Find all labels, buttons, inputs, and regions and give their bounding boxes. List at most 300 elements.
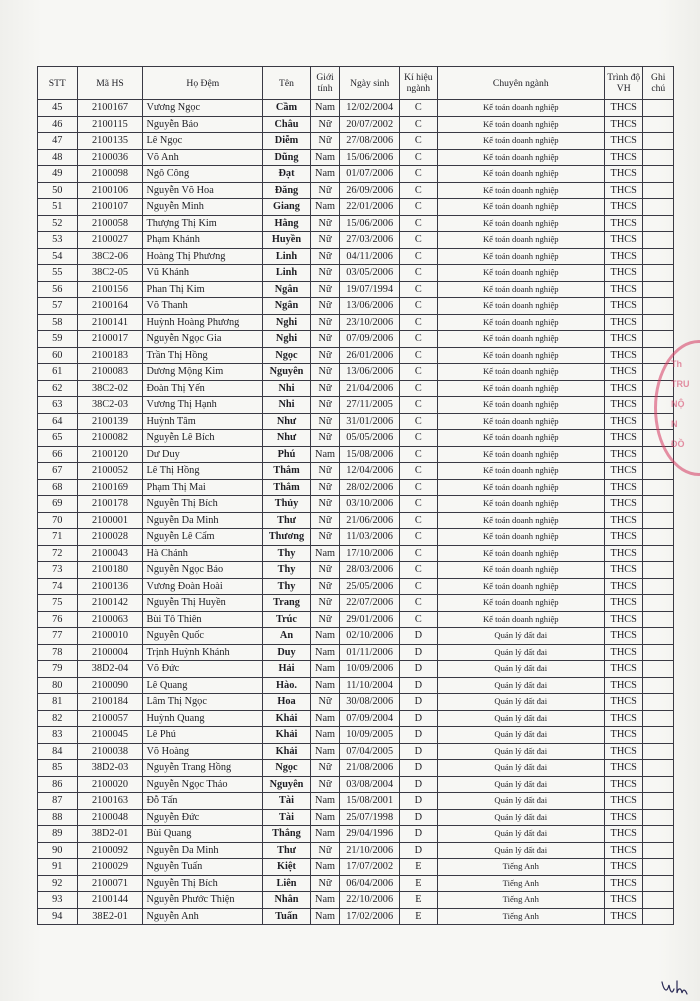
education-level-cell: THCS xyxy=(604,265,643,282)
major-cell: Kế toán doanh nghiệp xyxy=(437,331,604,348)
stamp-text: TRU xyxy=(671,379,690,389)
major-code-cell: C xyxy=(400,545,438,562)
major-cell: Quản lý đất đai xyxy=(437,809,604,826)
family-name-cell: Bùi Quang xyxy=(143,826,263,843)
education-level-cell: THCS xyxy=(604,446,643,463)
student-id-cell: 2100057 xyxy=(77,710,143,727)
header-ghi-chu: Ghi chú xyxy=(643,67,674,100)
note-cell xyxy=(643,793,674,810)
given-name-cell: Thương xyxy=(263,529,311,546)
major-cell: Kế toán doanh nghiệp xyxy=(437,413,604,430)
major-code-cell: C xyxy=(400,215,438,232)
family-name-cell: Vũ Khánh xyxy=(143,265,263,282)
given-name-cell: Tuấn xyxy=(263,908,311,925)
note-cell xyxy=(643,644,674,661)
note-cell xyxy=(643,199,674,216)
stt-cell: 84 xyxy=(38,743,78,760)
table-row xyxy=(38,529,674,546)
family-name-cell: Nguyễn Ngọc Gia xyxy=(143,331,263,348)
table-row xyxy=(38,908,674,925)
major-code-cell: C xyxy=(400,166,438,183)
gender-cell: Nữ xyxy=(310,842,339,859)
student-id-cell: 2100144 xyxy=(77,892,143,909)
student-id-cell: 38D2-03 xyxy=(77,760,143,777)
stt-cell: 66 xyxy=(38,446,78,463)
note-cell xyxy=(643,628,674,645)
education-level-cell: THCS xyxy=(604,364,643,381)
birth-date-cell: 23/10/2006 xyxy=(340,314,400,331)
stt-cell: 79 xyxy=(38,661,78,678)
gender-cell: Nữ xyxy=(310,232,339,249)
major-cell: Quản lý đất đai xyxy=(437,776,604,793)
major-cell: Quản lý đất đai xyxy=(437,826,604,843)
header-ngay-sinh: Ngày sinh xyxy=(340,67,400,100)
birth-date-cell: 01/11/2006 xyxy=(340,644,400,661)
gender-cell: Nữ xyxy=(310,380,339,397)
stt-cell: 58 xyxy=(38,314,78,331)
student-id-cell: 2100082 xyxy=(77,430,143,447)
gender-cell: Nữ xyxy=(310,463,339,480)
major-code-cell: D xyxy=(400,776,438,793)
major-code-cell: E xyxy=(400,892,438,909)
table-row xyxy=(38,298,674,315)
major-code-cell: E xyxy=(400,875,438,892)
gender-cell: Nam xyxy=(310,727,339,744)
table-row xyxy=(38,215,674,232)
table-row xyxy=(38,578,674,595)
gender-cell: Nam xyxy=(310,743,339,760)
family-name-cell: Nguyễn Anh xyxy=(143,908,263,925)
student-id-cell: 2100090 xyxy=(77,677,143,694)
major-cell: Quản lý đất đai xyxy=(437,661,604,678)
gender-cell: Nam xyxy=(310,793,339,810)
gender-cell: Nữ xyxy=(310,298,339,315)
education-level-cell: THCS xyxy=(604,430,643,447)
given-name-cell: Trúc xyxy=(263,611,311,628)
table-row xyxy=(38,281,674,298)
major-code-cell: C xyxy=(400,364,438,381)
table-row xyxy=(38,182,674,199)
birth-date-cell: 22/01/2006 xyxy=(340,199,400,216)
handwritten-initials xyxy=(660,977,694,999)
major-code-cell: C xyxy=(400,182,438,199)
stt-cell: 68 xyxy=(38,479,78,496)
student-id-cell: 2100120 xyxy=(77,446,143,463)
family-name-cell: Nguyễn Lê Bích xyxy=(143,430,263,447)
stt-cell: 91 xyxy=(38,859,78,876)
major-cell: Kế toán doanh nghiệp xyxy=(437,380,604,397)
education-level-cell: THCS xyxy=(604,166,643,183)
given-name-cell: Giang xyxy=(263,199,311,216)
given-name-cell: Thắm xyxy=(263,463,311,480)
family-name-cell: Dư Duy xyxy=(143,446,263,463)
student-id-cell: 38D2-04 xyxy=(77,661,143,678)
given-name-cell: Thư xyxy=(263,842,311,859)
major-cell: Kế toán doanh nghiệp xyxy=(437,364,604,381)
major-cell: Kế toán doanh nghiệp xyxy=(437,215,604,232)
family-name-cell: Đỗ Tấn xyxy=(143,793,263,810)
student-id-cell: 38C2-03 xyxy=(77,397,143,414)
note-cell xyxy=(643,281,674,298)
given-name-cell: Liên xyxy=(263,875,311,892)
birth-date-cell: 07/04/2005 xyxy=(340,743,400,760)
major-cell: Quản lý đất đai xyxy=(437,760,604,777)
major-cell: Kế toán doanh nghiệp xyxy=(437,166,604,183)
major-cell: Quản lý đất đai xyxy=(437,793,604,810)
education-level-cell: THCS xyxy=(604,661,643,678)
family-name-cell: Phạm Khánh xyxy=(143,232,263,249)
header-chuyen-nganh: Chuyên ngành xyxy=(437,67,604,100)
education-level-cell: THCS xyxy=(604,776,643,793)
gender-cell: Nữ xyxy=(310,611,339,628)
note-cell xyxy=(643,892,674,909)
stt-cell: 65 xyxy=(38,430,78,447)
given-name-cell: Hào. xyxy=(263,677,311,694)
major-code-cell: C xyxy=(400,100,438,117)
gender-cell: Nữ xyxy=(310,314,339,331)
note-cell xyxy=(643,529,674,546)
major-cell: Kế toán doanh nghiệp xyxy=(437,149,604,166)
major-code-cell: C xyxy=(400,314,438,331)
table-row xyxy=(38,611,674,628)
education-level-cell: THCS xyxy=(604,331,643,348)
gender-cell: Nam xyxy=(310,809,339,826)
gender-cell: Nam xyxy=(310,545,339,562)
education-level-cell: THCS xyxy=(604,281,643,298)
stt-cell: 67 xyxy=(38,463,78,480)
table-row xyxy=(38,562,674,579)
gender-cell: Nữ xyxy=(310,529,339,546)
stt-cell: 64 xyxy=(38,413,78,430)
education-level-cell: THCS xyxy=(604,100,643,117)
major-cell: Kế toán doanh nghiệp xyxy=(437,232,604,249)
student-id-cell: 2100052 xyxy=(77,463,143,480)
student-id-cell: 2100106 xyxy=(77,182,143,199)
education-level-cell: THCS xyxy=(604,859,643,876)
note-cell xyxy=(643,694,674,711)
stt-cell: 49 xyxy=(38,166,78,183)
note-cell xyxy=(643,298,674,315)
stt-cell: 88 xyxy=(38,809,78,826)
note-cell xyxy=(643,512,674,529)
family-name-cell: Bùi Tô Thiên xyxy=(143,611,263,628)
student-id-cell: 2100184 xyxy=(77,694,143,711)
header-ki-hieu-nganh: Kí hiệu ngành xyxy=(400,67,438,100)
note-cell xyxy=(643,116,674,133)
education-level-cell: THCS xyxy=(604,512,643,529)
family-name-cell: Nguyễn Minh xyxy=(143,199,263,216)
education-level-cell: THCS xyxy=(604,133,643,150)
birth-date-cell: 25/07/1998 xyxy=(340,809,400,826)
birth-date-cell: 12/04/2006 xyxy=(340,463,400,480)
education-level-cell: THCS xyxy=(604,298,643,315)
major-cell: Kế toán doanh nghiệp xyxy=(437,397,604,414)
student-id-cell: 38E2-01 xyxy=(77,908,143,925)
major-code-cell: D xyxy=(400,628,438,645)
birth-date-cell: 28/02/2006 xyxy=(340,479,400,496)
note-cell xyxy=(643,545,674,562)
education-level-cell: THCS xyxy=(604,463,643,480)
gender-cell: Nam xyxy=(310,644,339,661)
education-level-cell: THCS xyxy=(604,809,643,826)
table-row xyxy=(38,545,674,562)
table-row xyxy=(38,859,674,876)
note-cell xyxy=(643,776,674,793)
student-id-cell: 2100027 xyxy=(77,232,143,249)
major-code-cell: C xyxy=(400,578,438,595)
note-cell xyxy=(643,479,674,496)
gender-cell: Nữ xyxy=(310,265,339,282)
gender-cell: Nữ xyxy=(310,760,339,777)
gender-cell: Nữ xyxy=(310,281,339,298)
birth-date-cell: 10/09/2005 xyxy=(340,727,400,744)
stt-cell: 47 xyxy=(38,133,78,150)
birth-date-cell: 03/05/2006 xyxy=(340,265,400,282)
family-name-cell: Lê Phú xyxy=(143,727,263,744)
gender-cell: Nữ xyxy=(310,496,339,513)
student-id-cell: 2100183 xyxy=(77,347,143,364)
major-cell: Kế toán doanh nghiệp xyxy=(437,611,604,628)
family-name-cell: Nguyễn Ngọc Bảo xyxy=(143,562,263,579)
table-row xyxy=(38,479,674,496)
birth-date-cell: 15/06/2006 xyxy=(340,149,400,166)
student-id-cell: 2100001 xyxy=(77,512,143,529)
family-name-cell: Nguyễn Ngọc Thảo xyxy=(143,776,263,793)
note-cell xyxy=(643,562,674,579)
stt-cell: 52 xyxy=(38,215,78,232)
given-name-cell: Khải xyxy=(263,743,311,760)
major-code-cell: C xyxy=(400,298,438,315)
stamp-text: NỘ xyxy=(671,399,685,409)
major-cell: Kế toán doanh nghiệp xyxy=(437,347,604,364)
education-level-cell: THCS xyxy=(604,479,643,496)
note-cell xyxy=(643,809,674,826)
major-cell: Kế toán doanh nghiệp xyxy=(437,314,604,331)
family-name-cell: Nguyễn Thị Bích xyxy=(143,875,263,892)
student-id-cell: 2100017 xyxy=(77,331,143,348)
gender-cell: Nam xyxy=(310,859,339,876)
major-code-cell: D xyxy=(400,710,438,727)
birth-date-cell: 15/08/2006 xyxy=(340,446,400,463)
major-code-cell: C xyxy=(400,248,438,265)
note-cell xyxy=(643,760,674,777)
student-id-cell: 2100004 xyxy=(77,644,143,661)
family-name-cell: Huỳnh Quang xyxy=(143,710,263,727)
note-cell xyxy=(643,727,674,744)
major-code-cell: C xyxy=(400,331,438,348)
major-code-cell: C xyxy=(400,199,438,216)
major-cell: Quản lý đất đai xyxy=(437,743,604,760)
major-code-cell: D xyxy=(400,760,438,777)
student-id-cell: 2100163 xyxy=(77,793,143,810)
birth-date-cell: 17/10/2006 xyxy=(340,545,400,562)
given-name-cell: Đạt xyxy=(263,166,311,183)
major-cell: Kế toán doanh nghiệp xyxy=(437,100,604,117)
family-name-cell: Trịnh Huỳnh Khánh xyxy=(143,644,263,661)
major-code-cell: D xyxy=(400,743,438,760)
given-name-cell: Ngọc xyxy=(263,760,311,777)
major-cell: Quản lý đất đai xyxy=(437,677,604,694)
family-name-cell: Nguyễn Da Minh xyxy=(143,512,263,529)
table-row xyxy=(38,364,674,381)
note-cell xyxy=(643,149,674,166)
given-name-cell: Linh xyxy=(263,248,311,265)
note-cell xyxy=(643,908,674,925)
table-row xyxy=(38,463,674,480)
stt-cell: 71 xyxy=(38,529,78,546)
stt-cell: 78 xyxy=(38,644,78,661)
student-id-cell: 2100139 xyxy=(77,413,143,430)
gender-cell: Nữ xyxy=(310,248,339,265)
family-name-cell: Huỳnh Hoàng Phương xyxy=(143,314,263,331)
education-level-cell: THCS xyxy=(604,545,643,562)
header-ten: Tên xyxy=(263,67,311,100)
given-name-cell: Duy xyxy=(263,644,311,661)
education-level-cell: THCS xyxy=(604,215,643,232)
education-level-cell: THCS xyxy=(604,116,643,133)
family-name-cell: Huỳnh Tâm xyxy=(143,413,263,430)
major-cell: Kế toán doanh nghiệp xyxy=(437,545,604,562)
header-ho-dem: Họ Đệm xyxy=(143,67,263,100)
birth-date-cell: 12/02/2004 xyxy=(340,100,400,117)
student-id-cell: 38C2-06 xyxy=(77,248,143,265)
stt-cell: 85 xyxy=(38,760,78,777)
birth-date-cell: 28/03/2006 xyxy=(340,562,400,579)
table-body xyxy=(38,100,674,925)
education-level-cell: THCS xyxy=(604,232,643,249)
major-cell: Kế toán doanh nghiệp xyxy=(437,182,604,199)
major-cell: Quản lý đất đai xyxy=(437,842,604,859)
student-id-cell: 2100071 xyxy=(77,875,143,892)
education-level-cell: THCS xyxy=(604,694,643,711)
student-id-cell: 2100142 xyxy=(77,595,143,612)
given-name-cell: Thy xyxy=(263,578,311,595)
stamp-text: ĐỒ xyxy=(671,439,685,449)
major-cell: Kế toán doanh nghiệp xyxy=(437,446,604,463)
note-cell xyxy=(643,677,674,694)
education-level-cell: THCS xyxy=(604,413,643,430)
table-row xyxy=(38,232,674,249)
stt-cell: 63 xyxy=(38,397,78,414)
note-cell xyxy=(643,842,674,859)
birth-date-cell: 25/05/2006 xyxy=(340,578,400,595)
major-code-cell: C xyxy=(400,133,438,150)
given-name-cell: Nguyên xyxy=(263,776,311,793)
table-row xyxy=(38,380,674,397)
education-level-cell: THCS xyxy=(604,644,643,661)
table-row xyxy=(38,347,674,364)
major-code-cell: C xyxy=(400,512,438,529)
given-name-cell: Nhi xyxy=(263,380,311,397)
family-name-cell: Dương Mộng Kim xyxy=(143,364,263,381)
given-name-cell: Cầm xyxy=(263,100,311,117)
given-name-cell: Hải xyxy=(263,661,311,678)
education-level-cell: THCS xyxy=(604,380,643,397)
student-id-cell: 2100045 xyxy=(77,727,143,744)
given-name-cell: Thư xyxy=(263,512,311,529)
birth-date-cell: 15/08/2001 xyxy=(340,793,400,810)
header-stt: STT xyxy=(38,67,78,100)
student-id-cell: 2100178 xyxy=(77,496,143,513)
gender-cell: Nam xyxy=(310,826,339,843)
gender-cell: Nữ xyxy=(310,397,339,414)
student-id-cell: 2100020 xyxy=(77,776,143,793)
education-level-cell: THCS xyxy=(604,149,643,166)
gender-cell: Nữ xyxy=(310,215,339,232)
major-code-cell: D xyxy=(400,677,438,694)
gender-cell: Nam xyxy=(310,892,339,909)
major-cell: Kế toán doanh nghiệp xyxy=(437,116,604,133)
family-name-cell: Nguyễn Đức xyxy=(143,809,263,826)
given-name-cell: Diễm xyxy=(263,133,311,150)
education-level-cell: THCS xyxy=(604,611,643,628)
stt-cell: 83 xyxy=(38,727,78,744)
given-name-cell: Châu xyxy=(263,116,311,133)
major-code-cell: C xyxy=(400,397,438,414)
note-cell xyxy=(643,232,674,249)
note-cell xyxy=(643,314,674,331)
stt-cell: 81 xyxy=(38,694,78,711)
birth-date-cell: 02/10/2006 xyxy=(340,628,400,645)
major-code-cell: D xyxy=(400,661,438,678)
stt-cell: 50 xyxy=(38,182,78,199)
table-row xyxy=(38,677,674,694)
stt-cell: 75 xyxy=(38,595,78,612)
note-cell xyxy=(643,496,674,513)
education-level-cell: THCS xyxy=(604,182,643,199)
family-name-cell: Vương Ngọc xyxy=(143,100,263,117)
table-row xyxy=(38,116,674,133)
stt-cell: 48 xyxy=(38,149,78,166)
table-row xyxy=(38,149,674,166)
birth-date-cell: 07/09/2006 xyxy=(340,331,400,348)
stamp-text: N xyxy=(671,419,678,429)
family-name-cell: Võ Anh xyxy=(143,149,263,166)
stt-cell: 55 xyxy=(38,265,78,282)
student-id-cell: 2100083 xyxy=(77,364,143,381)
stt-cell: 54 xyxy=(38,248,78,265)
table-row xyxy=(38,133,674,150)
gender-cell: Nữ xyxy=(310,430,339,447)
family-name-cell: Nguyễn Da Minh xyxy=(143,842,263,859)
birth-date-cell: 27/03/2006 xyxy=(340,232,400,249)
table-row xyxy=(38,199,674,216)
major-code-cell: C xyxy=(400,413,438,430)
gender-cell: Nữ xyxy=(310,578,339,595)
stt-cell: 59 xyxy=(38,331,78,348)
table-row xyxy=(38,430,674,447)
given-name-cell: Ngọc xyxy=(263,347,311,364)
family-name-cell: Trần Thị Hồng xyxy=(143,347,263,364)
education-level-cell: THCS xyxy=(604,562,643,579)
major-code-cell: C xyxy=(400,562,438,579)
given-name-cell: Kiệt xyxy=(263,859,311,876)
stt-cell: 62 xyxy=(38,380,78,397)
birth-date-cell: 11/03/2006 xyxy=(340,529,400,546)
major-cell: Quản lý đất đai xyxy=(437,727,604,744)
gender-cell: Nữ xyxy=(310,182,339,199)
stt-cell: 87 xyxy=(38,793,78,810)
education-level-cell: THCS xyxy=(604,793,643,810)
given-name-cell: Huyền xyxy=(263,232,311,249)
given-name-cell: Nghi xyxy=(263,314,311,331)
education-level-cell: THCS xyxy=(604,875,643,892)
family-name-cell: Nguyễn Phước Thiện xyxy=(143,892,263,909)
major-code-cell: C xyxy=(400,529,438,546)
family-name-cell: Vương Đoàn Hoài xyxy=(143,578,263,595)
major-code-cell: C xyxy=(400,496,438,513)
table-row xyxy=(38,512,674,529)
